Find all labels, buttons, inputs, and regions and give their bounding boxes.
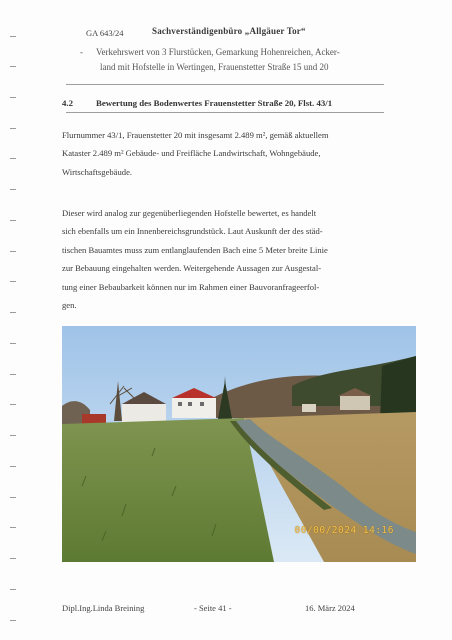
margin-tick — [10, 66, 16, 67]
margin-tick — [10, 36, 16, 37]
header-divider — [66, 84, 384, 85]
margin-tick — [10, 466, 16, 467]
paragraph-2 — [62, 204, 392, 314]
margin-tick — [10, 558, 16, 559]
footer-page-number: - Seite 41 - — [194, 603, 232, 613]
paragraph-line: sich ebenfalls um ein Innenbereichsgrundstück. Laut Auskunft der des städ- — [62, 226, 323, 237]
subject-line-2: land mit Hofstelle in Wertingen, Frauenstetter Straße 15 und 20 — [100, 62, 329, 72]
margin-tick — [10, 404, 16, 405]
paragraph-line: tung einer Bebaubarkeit können nur im Rahmen einer Bauvoranfrageerfol- — [62, 281, 320, 292]
margin-tick — [10, 97, 16, 98]
paragraph-line: tischen Bauamtes muss zum entlanglaufenden Bach eine 5 Meter breite Linie — [62, 244, 328, 255]
section-number: 4.2 — [62, 98, 73, 108]
margin-tick — [10, 189, 16, 190]
paragraph-line: gen. — [62, 300, 77, 311]
margin-tick — [10, 128, 16, 129]
margin-tick — [10, 374, 16, 375]
paragraph-line: Kataster 2.489 m² Gebäude- und Freifläche Landwirtschaft, Wohngebäude, — [62, 148, 321, 159]
footer-author: Dipl.Ing.Linda Breining — [62, 603, 145, 613]
margin-tick — [10, 435, 16, 436]
footer-date: 16. März 2024 — [305, 603, 355, 613]
margin-tick — [10, 220, 16, 221]
margin-tick — [10, 620, 16, 621]
paragraph-line: Dieser wird analog zur gegenüberliegenden Hofstelle bewertet, es handelt — [62, 208, 317, 218]
paragraph-line: zur Bebauung eingehalten werden. Weitergehende Aussagen zur Ausgestal- — [62, 263, 322, 274]
margin-tick — [10, 497, 16, 498]
document-reference: GA 643/24 — [86, 28, 124, 38]
paragraph-line: Flurnummer 43/1, Frauenstetter 20 mit insgesamt 2.489 m², gemäß aktuellem — [62, 130, 329, 140]
paragraph-1 — [62, 126, 392, 181]
subject-block — [96, 45, 396, 75]
subject-bullet: - — [80, 47, 83, 57]
section-divider — [66, 112, 384, 113]
margin-tick — [10, 527, 16, 528]
photo-timestamp: 00/00/2024 14:16 — [294, 525, 394, 536]
paragraph-line: Wirtschaftsgebäude. — [62, 166, 133, 177]
margin-tick — [10, 281, 16, 282]
margin-tick — [10, 312, 16, 313]
property-photo — [62, 326, 416, 562]
margin-tick — [10, 251, 16, 252]
subject-line-1: Verkehrswert von 3 Flurstücken, Gemarkung Hohenreichen, Acker- — [96, 47, 340, 57]
section-title: Bewertung des Bodenwertes Frauenstetter Straße 20, Flst. 43/1 — [96, 98, 333, 108]
office-name: Sachverständigenbüro „Allgäuer Tor“ — [152, 26, 306, 36]
margin-tick — [10, 589, 16, 590]
margin-tick — [10, 343, 16, 344]
margin-tick — [10, 158, 16, 159]
